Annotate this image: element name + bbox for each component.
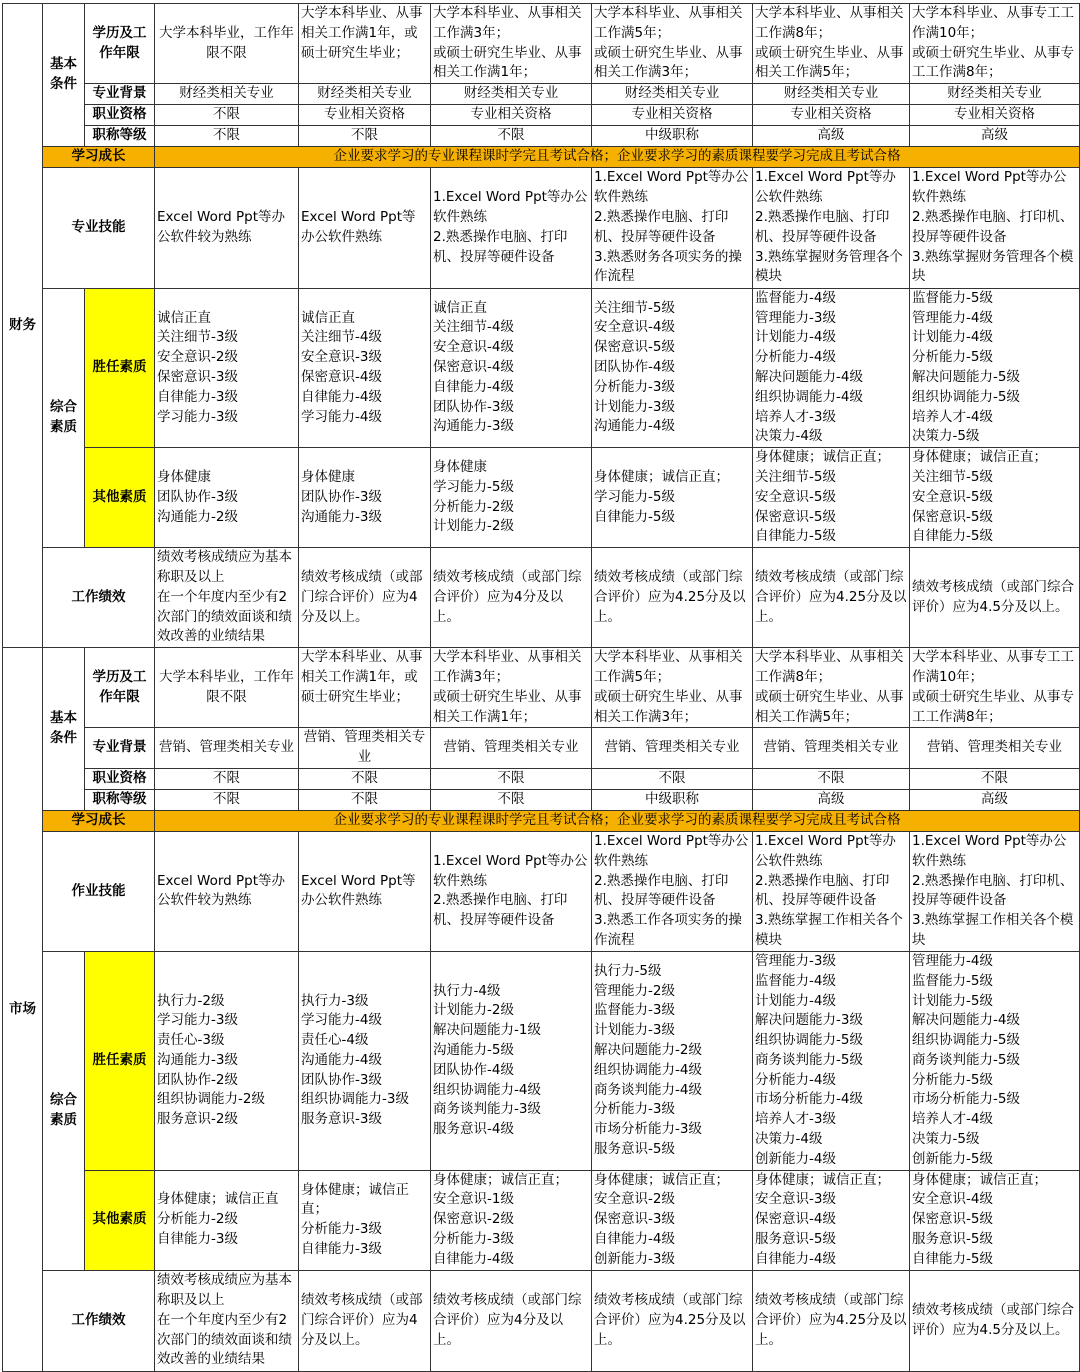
- level-4-comp: [592, 951, 753, 1170]
- level-6-qual-text: 专业相关资格: [954, 106, 1035, 123]
- group-basic-label-text: 基本 条件: [50, 710, 77, 747]
- major-label: [85, 84, 155, 105]
- level-6-perf-text: 绩效考核成绩（或部门综合评价）应为4.5分及以上。: [912, 1301, 1074, 1338]
- level-3-perf-text: 绩效考核成绩（或部门综合评价）应为4分及以上。: [433, 568, 582, 625]
- level-1-skill-text: Excel Word Ppt等办公软件较为熟练: [157, 208, 286, 245]
- level-2-title: [299, 789, 431, 810]
- level-3-qual: [431, 768, 592, 789]
- level-4-other-text: 身体健康；诚信正直； 安全意识-2级 保密意识-3级 自律能力-4级 创新能力-3级: [594, 1171, 729, 1267]
- table-row: [3, 1270, 1080, 1371]
- level-1-title-text: 不限: [213, 791, 240, 807]
- level-1-major-text: 财经类相关专业: [179, 85, 274, 102]
- level-5-major-text: 营销、管理类相关专业: [763, 739, 899, 756]
- table-row: [3, 951, 1080, 1170]
- level-4-comp-text: 执行力-5级 管理能力-2级 监督能力-3级 计划能力-3级 解决问题能力-2级 组织协调能力-4级 商务谈判能力-4级 分析能力-3级 市场分析能力-3级 服务意识-5级: [594, 962, 702, 1157]
- table-body: [3, 4, 1080, 1372]
- skill-label-text: 作业技能: [71, 882, 126, 899]
- performance-label: [43, 1270, 155, 1371]
- level-3-major-text: 财经类相关专业: [463, 85, 559, 102]
- level-5-qual-text: 不限: [817, 770, 845, 786]
- level-4-major-text: 财经类相关专业: [624, 85, 720, 102]
- level-1-other-text: 身体健康；诚信正直 分析能力-2级 自律能力-3级: [157, 1191, 279, 1248]
- level-6-comp: [910, 288, 1080, 447]
- skill-label: [43, 831, 155, 951]
- level-3-title: [431, 789, 592, 810]
- level-6-major: [910, 728, 1080, 769]
- level-3-qual-text: 不限: [497, 770, 525, 786]
- title-label-text: 职称等级: [92, 127, 147, 144]
- table-row: [3, 831, 1080, 951]
- level-6-title-text: 高级: [981, 791, 1008, 807]
- level-5-title: [753, 789, 910, 810]
- level-6-other: [910, 1170, 1080, 1270]
- level-3-other-text: 身体健康 学习能力-5级 分析能力-2级 计划能力-2级: [433, 459, 514, 535]
- level-4-edu-text: 大学本科毕业、从事相关工作满5年； 或硕士研究生毕业、从事相关工作满3年；: [594, 5, 743, 81]
- level-2-perf-text: 绩效考核成绩（或部门综合评价）应为4分及以上。: [301, 1291, 423, 1348]
- level-4-comp: [592, 288, 753, 447]
- learn-label-text: 学习成长: [71, 812, 126, 828]
- competency-label: [85, 288, 155, 447]
- level-4-skill: [592, 167, 753, 288]
- learn-requirement-text: 企业要求学习的专业课程课时学完且考试合格；企业要求学习的素质课程要学习完成且考试合格: [333, 812, 901, 828]
- level-6-edu-text: 大学本科毕业、从事专工工作满10年； 或硕士研究生毕业、从事专工工作满8年；: [912, 649, 1074, 725]
- table-row: [3, 126, 1080, 147]
- level-4-edu: [592, 4, 753, 84]
- level-5-title: [753, 126, 910, 147]
- level-6-comp-text: 管理能力-4级 监督能力-5级 计划能力-5级 解决问题能力-4级 组织协调能力-5级 商务谈判能力-5级 分析能力-5级 市场分析能力-5级 培养人才-4级 决策力-5级 创新能力-5级: [912, 952, 1020, 1167]
- level-1-skill-text: Excel Word Ppt等办公软件较为熟练: [157, 872, 286, 909]
- title-label-text: 职称等级: [92, 791, 147, 807]
- level-1-title: [155, 789, 299, 810]
- level-4-title-text: 中级职称: [645, 791, 699, 807]
- level-6-skill-text: 1.Excel Word Ppt等办公软件熟练 2.熟悉操作电脑、打印机、投屏等硬件设备 3.熟练掌握财务管理各个模块: [912, 169, 1074, 285]
- learn-label: [43, 810, 155, 831]
- level-2-edu-text: 大学本科毕业、从事相关工作满1年，或硕士研究生毕业；: [301, 649, 423, 705]
- level-6-perf-text: 绩效考核成绩（或部门综合评价）应为4.5分及以上。: [912, 578, 1074, 615]
- level-1-qual-text: 不限: [213, 106, 240, 123]
- title-label: [85, 126, 155, 147]
- table-row: [3, 288, 1080, 447]
- level-2-other-text: 身体健康；诚信正直； 分析能力-3级 自律能力-3级: [301, 1181, 409, 1257]
- level-5-other-text: 身体健康；诚信正直； 关注细节-5级 安全意识-5级 保密意识-5级 自律能力-5级: [755, 449, 890, 545]
- level-2-comp-text: 执行力-3级 学习能力-4级 责任心-4级 沟通能力-4级 团队协作-3级 组织协调能力-3级 服务意识-3级: [301, 992, 409, 1128]
- level-5-comp-text: 管理能力-3级 监督能力-4级 计划能力-4级 解决问题能力-3级 组织协调能力-5级 商务谈判能力-5级 分析能力-4级 市场分析能力-4级 培养人才-3级 决策力-4级 创新能力-4级: [755, 952, 863, 1167]
- level-4-qual-text: 不限: [658, 770, 686, 786]
- level-2-qual: [299, 768, 431, 789]
- level-1-qual: [155, 768, 299, 789]
- level-2-skill: [299, 831, 431, 951]
- level-5-qual: [753, 105, 910, 126]
- level-5-other-text: 身体健康；诚信正直； 安全意识-3级 保密意识-4级 服务意识-5级 自律能力-4级: [755, 1171, 890, 1267]
- level-3-skill-text: 1.Excel Word Ppt等办公软件熟练 2.熟悉操作电脑、打印机、投屏等硬件设备: [433, 189, 588, 265]
- level-3-other-text: 身体健康；诚信正直； 安全意识-1级 保密意识-2级 分析能力-3级 自律能力-4级: [433, 1171, 568, 1267]
- level-3-perf: [431, 548, 592, 648]
- major-label-text: 专业背景: [92, 85, 147, 102]
- level-3-qual-text: 专业相关资格: [470, 106, 552, 123]
- other-quality-label-text: 其他素质: [92, 488, 147, 505]
- group-basic-label: [43, 648, 85, 811]
- level-1-qual: [155, 105, 299, 126]
- level-3-edu-text: 大学本科毕业、从事相关工作满3年； 或硕士研究生毕业、从事相关工作满1年；: [433, 649, 582, 725]
- level-1-other-text: 身体健康 团队协作-3级 沟通能力-2级: [157, 468, 238, 525]
- level-1-comp: [155, 951, 299, 1170]
- qualification-table: [2, 3, 1080, 1372]
- level-2-title-text: 不限: [351, 791, 378, 807]
- level-3-edu-text: 大学本科毕业、从事相关工作满3年； 或硕士研究生毕业、从事相关工作满1年；: [433, 5, 582, 81]
- level-4-other-text: 身体健康；诚信正直； 学习能力-5级 自律能力-5级: [594, 468, 729, 525]
- level-5-qual: [753, 768, 910, 789]
- level-2-major: [299, 84, 431, 105]
- level-1-perf-text: 绩效考核成绩应为基本称职及以上 在一个年度内至少有2次部门的绩效面谈和绩效改善的业绩结果: [157, 1272, 292, 1368]
- level-3-other: [431, 1170, 592, 1270]
- level-6-other-text: 身体健康；诚信正直； 关注细节-5级 安全意识-5级 保密意识-5级 自律能力-5级: [912, 449, 1047, 545]
- table-row: [3, 4, 1080, 84]
- group-basic-label-text: 基本 条件: [50, 56, 77, 92]
- learn-requirement: [155, 810, 1080, 831]
- level-2-perf: [299, 548, 431, 648]
- edu-label-text: 学历及工 作年限: [92, 668, 147, 705]
- dept-label: [3, 4, 43, 648]
- table-row: [3, 146, 1080, 167]
- table-row: [3, 167, 1080, 288]
- dept-label: [3, 648, 43, 1372]
- level-5-perf-text: 绩效考核成绩（或部门综合评价）应为4.25分及以上。: [755, 568, 907, 625]
- group-quality-label: [43, 288, 85, 547]
- level-5-comp: [753, 951, 910, 1170]
- level-3-skill: [431, 167, 592, 288]
- level-6-major-text: 营销、管理类相关专业: [927, 739, 1062, 756]
- level-6-perf: [910, 548, 1080, 648]
- level-3-major: [431, 84, 592, 105]
- level-6-skill: [910, 167, 1080, 288]
- level-4-qual-text: 专业相关资格: [631, 106, 713, 123]
- level-3-comp-text: 执行力-4级 计划能力-2级 解决问题能力-1级 沟通能力-5级 团队协作-4级 组织协调能力-4级 商务谈判能力-3级 服务意识-4级: [433, 982, 541, 1138]
- learn-label: [43, 146, 155, 167]
- level-4-comp-text: 关注细节-5级 安全意识-4级 保密意识-5级 团队协作-4级 分析能力-3级 计划能力-3级 沟通能力-4级: [594, 299, 675, 435]
- level-2-other-text: 身体健康 团队协作-3级 沟通能力-3级: [301, 468, 382, 525]
- level-5-major-text: 财经类相关专业: [783, 85, 879, 102]
- level-6-skill-text: 1.Excel Word Ppt等办公软件熟练 2.熟悉操作电脑、打印机、投屏等硬件设备 3.熟练掌握工作相关各个模块: [912, 833, 1074, 948]
- level-5-perf-text: 绩效考核成绩（或部门综合评价）应为4.25分及以上。: [755, 1291, 907, 1348]
- level-6-title: [910, 126, 1080, 147]
- level-3-title-text: 不限: [497, 791, 525, 807]
- learn-requirement: [155, 146, 1080, 167]
- level-5-edu-text: 大学本科毕业、从事相关工作满8年； 或硕士研究生毕业、从事相关工作满5年；: [755, 5, 904, 81]
- level-1-perf: [155, 1270, 299, 1371]
- level-2-major-text: 营销、管理类相关专业: [303, 729, 426, 766]
- level-1-comp-text: 诚信正直 关注细节-3级 安全意识-2级 保密意识-3级 自律能力-3级 学习能力-3级: [157, 309, 238, 425]
- level-1-comp-text: 执行力-2级 学习能力-3级 责任心-3级 沟通能力-3级 团队协作-2级 组织协调能力-2级 服务意识-2级: [157, 992, 265, 1128]
- level-5-qual-text: 专业相关资格: [790, 106, 872, 123]
- level-2-qual-text: 不限: [351, 770, 378, 786]
- level-5-edu-text: 大学本科毕业、从事相关工作满8年； 或硕士研究生毕业、从事相关工作满5年；: [755, 649, 904, 725]
- level-1-major-text: 营销、管理类相关专业: [159, 739, 294, 756]
- table-row: [3, 105, 1080, 126]
- level-4-skill-text: 1.Excel Word Ppt等办公软件熟练 2.熟悉操作电脑、打印机、投屏等硬件设备 3.熟悉工作各项实务的操作流程: [594, 833, 749, 948]
- level-2-edu-text: 大学本科毕业、从事相关工作满1年，或硕士研究生毕业；: [301, 5, 423, 61]
- table-row: [3, 84, 1080, 105]
- other-quality-label: [85, 448, 155, 548]
- group-basic-label: [43, 4, 85, 147]
- level-6-edu: [910, 4, 1080, 84]
- dept-label-text: 财务: [9, 316, 36, 333]
- level-5-skill: [753, 831, 910, 951]
- level-4-major: [592, 84, 753, 105]
- level-5-skill-text: 1.Excel Word Ppt等办公软件熟练 2.熟悉操作电脑、打印机、投屏等硬件设备 3.熟练掌握工作相关各个模块: [755, 833, 903, 948]
- level-1-edu: [155, 648, 299, 728]
- level-3-title: [431, 126, 592, 147]
- level-5-perf: [753, 548, 910, 648]
- level-1-skill: [155, 831, 299, 951]
- edu-label-text: 学历及工 作年限: [92, 24, 147, 61]
- level-1-title: [155, 126, 299, 147]
- level-2-skill-text: Excel Word Ppt等办公软件熟练: [301, 872, 416, 909]
- level-3-skill-text: 1.Excel Word Ppt等办公软件熟练 2.熟悉操作电脑、打印机、投屏等硬件设备: [433, 852, 588, 929]
- qual-label: [85, 105, 155, 126]
- learn-label-text: 学习成长: [71, 147, 126, 164]
- level-1-perf-text: 绩效考核成绩应为基本称职及以上 在一个年度内至少有2次部门的绩效面谈和绩效改善的业绩结果: [157, 549, 292, 645]
- level-2-perf: [299, 1270, 431, 1371]
- level-3-title-text: 不限: [497, 127, 525, 144]
- level-3-comp: [431, 288, 592, 447]
- level-5-major: [753, 84, 910, 105]
- table-row: [3, 448, 1080, 548]
- skill-label: [43, 167, 155, 288]
- level-5-skill-text: 1.Excel Word Ppt等办公软件熟练 2.熟悉操作电脑、打印机、投屏等硬件设备 3.熟练掌握财务管理各个模块: [755, 169, 903, 285]
- level-6-qual: [910, 105, 1080, 126]
- level-5-major: [753, 728, 910, 769]
- table-row: [3, 1170, 1080, 1270]
- level-2-skill-text: Excel Word Ppt等办公软件熟练: [301, 208, 416, 245]
- level-4-other: [592, 1170, 753, 1270]
- level-3-skill: [431, 831, 592, 951]
- level-1-title-text: 不限: [213, 127, 240, 144]
- level-5-comp-text: 监督能力-4级 管理能力-3级 计划能力-4级 分析能力-4级 解决问题能力-4级 组织协调能力-4级 培养人才-3级 决策力-4级: [755, 289, 863, 445]
- level-1-edu: [155, 4, 299, 84]
- level-6-perf: [910, 1270, 1080, 1371]
- level-5-edu: [753, 4, 910, 84]
- level-1-perf: [155, 548, 299, 648]
- level-4-edu: [592, 648, 753, 728]
- level-4-perf: [592, 1270, 753, 1371]
- group-quality-label-text: 综合 素质: [50, 399, 77, 435]
- level-6-qual-text: 不限: [981, 770, 1008, 786]
- level-5-other: [753, 1170, 910, 1270]
- level-3-comp-text: 诚信正直 关注细节-4级 安全意识-4级 保密意识-4级 自律能力-4级 团队协作-3级 沟通能力-3级: [433, 299, 514, 435]
- level-5-skill: [753, 167, 910, 288]
- table-row: [3, 789, 1080, 810]
- qual-label: [85, 768, 155, 789]
- level-1-edu-text: 大学本科毕业，工作年限不限: [159, 24, 294, 61]
- level-1-comp: [155, 288, 299, 447]
- level-1-other: [155, 448, 299, 548]
- level-1-major: [155, 84, 299, 105]
- competency-label-text: 胜任素质: [92, 1051, 147, 1068]
- level-2-comp-text: 诚信正直 关注细节-4级 安全意识-3级 保密意识-4级 自律能力-4级 学习能力-4级: [301, 309, 382, 425]
- level-3-comp: [431, 951, 592, 1170]
- group-quality-label-text: 综合 素质: [50, 1091, 77, 1128]
- level-4-edu-text: 大学本科毕业、从事相关工作满5年； 或硕士研究生毕业、从事相关工作满3年；: [594, 649, 743, 725]
- level-4-qual: [592, 768, 753, 789]
- level-1-other: [155, 1170, 299, 1270]
- level-2-edu: [299, 4, 431, 84]
- level-6-title-text: 高级: [981, 127, 1008, 144]
- level-1-edu-text: 大学本科毕业，工作年限不限: [159, 668, 294, 705]
- level-3-other: [431, 448, 592, 548]
- level-6-qual: [910, 768, 1080, 789]
- qual-label-text: 职业资格: [92, 770, 147, 786]
- other-quality-label-text: 其他素质: [92, 1211, 147, 1228]
- group-quality-label: [43, 951, 85, 1270]
- level-6-comp-text: 监督能力-5级 管理能力-4级 计划能力-4级 分析能力-5级 解决问题能力-5级 组织协调能力-5级 培养人才-4级 决策力-5级: [912, 289, 1020, 445]
- level-4-title: [592, 789, 753, 810]
- edu-label: [85, 648, 155, 728]
- level-2-skill: [299, 167, 431, 288]
- title-label: [85, 789, 155, 810]
- level-5-title-text: 高级: [817, 127, 845, 144]
- level-5-comp: [753, 288, 910, 447]
- qual-label-text: 职业资格: [92, 106, 147, 123]
- level-1-major: [155, 728, 299, 769]
- edu-label: [85, 4, 155, 84]
- level-5-edu: [753, 648, 910, 728]
- level-4-perf: [592, 548, 753, 648]
- level-2-other: [299, 448, 431, 548]
- skill-label-text: 专业技能: [71, 218, 126, 235]
- level-3-perf: [431, 1270, 592, 1371]
- table-row: [3, 548, 1080, 648]
- level-4-major-text: 营销、管理类相关专业: [604, 739, 740, 756]
- level-2-comp: [299, 951, 431, 1170]
- level-6-edu-text: 大学本科毕业、从事专工工作满10年； 或硕士研究生毕业、从事专工工作满8年；: [912, 5, 1074, 81]
- level-6-title: [910, 789, 1080, 810]
- level-6-other: [910, 448, 1080, 548]
- level-2-title: [299, 126, 431, 147]
- level-4-other: [592, 448, 753, 548]
- level-1-qual-text: 不限: [213, 770, 240, 786]
- level-3-edu: [431, 4, 592, 84]
- level-3-major: [431, 728, 592, 769]
- level-2-major: [299, 728, 431, 769]
- level-2-qual: [299, 105, 431, 126]
- level-6-other-text: 身体健康；诚信正直； 安全意识-4级 保密意识-5级 服务意识-5级 自律能力-5级: [912, 1171, 1047, 1267]
- level-5-perf: [753, 1270, 910, 1371]
- level-2-title-text: 不限: [351, 127, 378, 144]
- other-quality-label: [85, 1170, 155, 1270]
- level-4-title: [592, 126, 753, 147]
- level-3-edu: [431, 648, 592, 728]
- level-6-major-text: 财经类相关专业: [947, 85, 1042, 102]
- level-5-other: [753, 448, 910, 548]
- table-row: [3, 810, 1080, 831]
- level-4-perf-text: 绩效考核成绩（或部门综合评价）应为4.25分及以上。: [594, 568, 746, 625]
- competency-label: [85, 951, 155, 1170]
- level-4-qual: [592, 105, 753, 126]
- table-row: [3, 768, 1080, 789]
- dept-label-text: 市场: [9, 1000, 36, 1017]
- level-6-edu: [910, 648, 1080, 728]
- level-4-perf-text: 绩效考核成绩（或部门综合评价）应为4.25分及以上。: [594, 1291, 746, 1348]
- level-2-edu: [299, 648, 431, 728]
- major-label-text: 专业背景: [92, 739, 147, 756]
- level-4-major: [592, 728, 753, 769]
- level-3-major-text: 营销、管理类相关专业: [443, 739, 579, 756]
- performance-label-text: 工作绩效: [71, 588, 126, 605]
- level-4-skill-text: 1.Excel Word Ppt等办公软件熟练 2.熟悉操作电脑、打印机、投屏等硬件设备 3.熟悉财务各项实务的操作流程: [594, 169, 749, 285]
- level-5-title-text: 高级: [817, 791, 845, 807]
- level-2-comp: [299, 288, 431, 447]
- level-3-perf-text: 绩效考核成绩（或部门综合评价）应为4分及以上。: [433, 1291, 582, 1348]
- level-1-skill: [155, 167, 299, 288]
- level-2-other: [299, 1170, 431, 1270]
- level-6-major: [910, 84, 1080, 105]
- level-2-major-text: 财经类相关专业: [317, 85, 412, 102]
- table-row: [3, 648, 1080, 728]
- learn-requirement-text: 企业要求学习的专业课程课时学完且考试合格；企业要求学习的素质课程要学习完成且考试合格: [333, 147, 901, 164]
- level-2-perf-text: 绩效考核成绩（或部门综合评价）应为4分及以上。: [301, 568, 423, 625]
- competency-label-text: 胜任素质: [92, 359, 147, 376]
- major-label: [85, 728, 155, 769]
- level-6-comp: [910, 951, 1080, 1170]
- level-4-title-text: 中级职称: [645, 127, 699, 144]
- level-3-qual: [431, 105, 592, 126]
- performance-label: [43, 548, 155, 648]
- level-2-qual-text: 专业相关资格: [324, 106, 405, 123]
- level-4-skill: [592, 831, 753, 951]
- performance-label-text: 工作绩效: [71, 1311, 126, 1328]
- table-row: [3, 728, 1080, 769]
- level-6-skill: [910, 831, 1080, 951]
